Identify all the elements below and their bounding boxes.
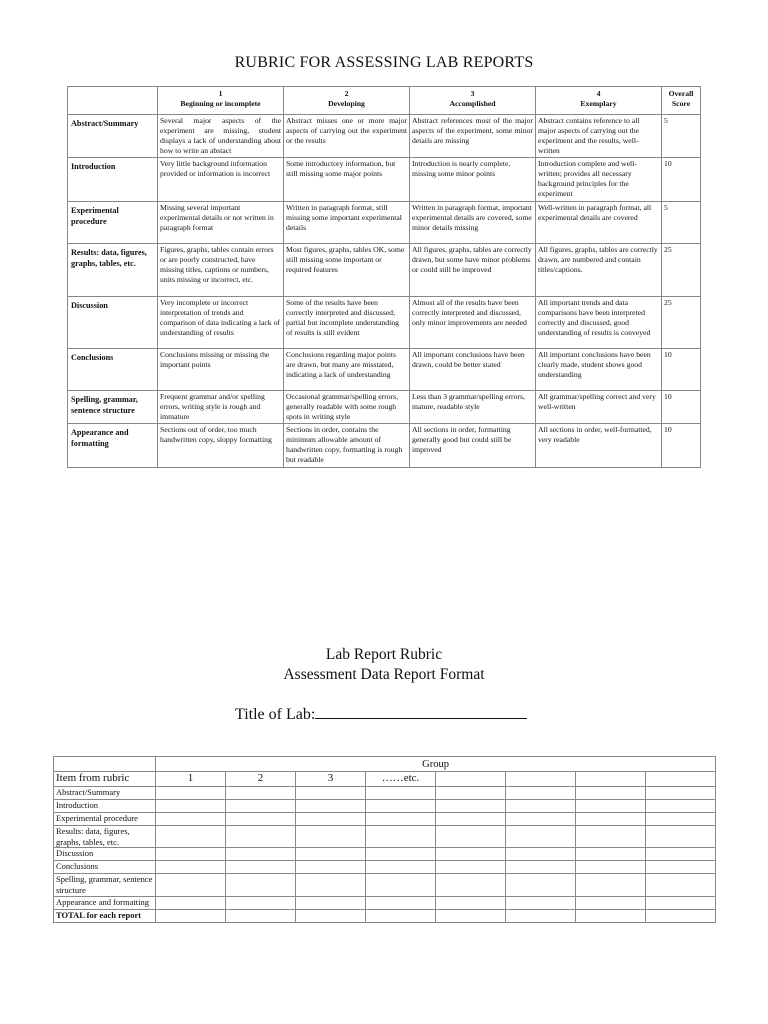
score-entry-cell[interactable] [646,826,716,848]
criterion-label: Appearance and formatting [71,428,129,448]
score-entry-cell[interactable] [646,848,716,861]
score-cell: 10 [662,424,701,468]
lab-title-label: Title of Lab: [235,706,316,723]
criterion-cell [68,115,158,158]
level-4-cell: All important conclusions have been clearly made, student shows good understanding [536,349,662,391]
item-label: Discussion [54,848,156,861]
assessment-table [53,756,716,923]
assessment-row [54,874,716,896]
score-entry-cell[interactable] [646,813,716,826]
assessment-subheading: Assessment Data Report Format [283,666,485,683]
rubric-row [68,158,701,202]
level-number: 4 [596,89,601,98]
score-entry-cell[interactable] [226,800,296,813]
lab-title-field [235,704,527,724]
assessment-row [54,848,716,861]
group-row [54,757,716,772]
level-1-cell: Very incomplete or incorrect interpretation of trends and comparison of data indicating a lack of understanding of results [158,297,284,349]
rubric-row [68,115,701,158]
score-entry-cell[interactable] [646,787,716,800]
score-entry-cell[interactable] [576,813,646,826]
score-entry-cell[interactable] [366,800,436,813]
score-entry-cell[interactable] [156,874,226,896]
assessment-row [54,861,716,874]
total-entry-cell[interactable] [646,909,716,922]
criterion-label: Spelling, grammar, sentence structure [71,395,138,415]
score-entry-cell[interactable] [576,861,646,874]
level-4-cell: Well-written in paragraph format, all experimental details are covered [536,202,662,244]
score-entry-cell[interactable] [226,848,296,861]
score-entry-cell[interactable] [646,861,716,874]
assessment-header-row [54,772,716,787]
group-number: 2 [226,772,296,787]
blank-cell [54,757,156,772]
criterion-label: Discussion [71,301,108,310]
score-entry-cell[interactable] [506,896,576,909]
criterion-cell [68,424,158,468]
score-cell: 25 [662,244,701,297]
rubric-row [68,297,701,349]
level-4-cell: All sections in order, well-formatted, very readable [536,424,662,468]
score-label: Score [671,99,691,108]
score-entry-cell[interactable] [366,848,436,861]
group-number: ……etc. [366,772,436,787]
level-2-cell: Some introductory information, but still missing some major points [284,158,410,202]
overall-score-header [662,87,701,115]
level-3-cell: Almost all of the results have been correctly interpreted and discussed, only minor improvements are needed [410,297,536,349]
level-3-cell: All sections in order, formatting generally good but could still be improved [410,424,536,468]
rubric-row [68,244,701,297]
level-name: Developing [328,99,365,108]
assessment-row [54,787,716,800]
score-entry-cell[interactable] [296,874,366,896]
assessment-row [54,826,716,848]
lab-title-blank[interactable] [315,704,527,719]
score-entry-cell[interactable] [506,800,576,813]
item-label: Results: data, figures, graphs, tables, etc. [54,826,156,848]
score-entry-cell[interactable] [576,800,646,813]
score-cell: 10 [662,349,701,391]
score-entry-cell[interactable] [506,874,576,896]
level-name: Accomplished [449,99,496,108]
item-label: Introduction [54,800,156,813]
score-cell: 10 [662,158,701,202]
score-entry-cell[interactable] [646,874,716,896]
page-title: RUBRIC FOR ASSESSING LAB REPORTS [234,54,534,71]
criterion-label: Results: data, figures, graphs, tables, etc. [71,248,147,268]
level-4-cell: Abstract contains reference to all major aspects of carrying out the experiment and the results, well-written [536,115,662,158]
criterion-label: Conclusions [71,353,114,362]
score-entry-cell[interactable] [296,787,366,800]
score-entry-cell[interactable] [436,826,506,848]
total-entry-cell[interactable] [366,909,436,922]
total-entry-cell[interactable] [506,909,576,922]
score-entry-cell[interactable] [506,861,576,874]
score-entry-cell[interactable] [366,813,436,826]
score-entry-cell[interactable] [436,787,506,800]
level-2-cell: Most figures, graphs, tables OK, some still missing some important or required features [284,244,410,297]
total-entry-cell[interactable] [436,909,506,922]
blank-cell[interactable] [436,772,506,787]
score-entry-cell[interactable] [296,826,366,848]
blank-cell[interactable] [576,772,646,787]
blank-cell[interactable] [506,772,576,787]
score-entry-cell[interactable] [576,848,646,861]
rubric-row [68,424,701,468]
score-entry-cell[interactable] [226,813,296,826]
score-entry-cell[interactable] [506,813,576,826]
level-header [284,87,410,115]
level-3-cell: All important conclusions have been drawn, could be better stated [410,349,536,391]
level-1-cell: Very little background information provided or information is incorrect [158,158,284,202]
group-number: 1 [156,772,226,787]
criterion-label: Abstract/Summary [71,119,139,128]
level-number: 2 [344,89,349,98]
group-number: 3 [296,772,366,787]
rubric-table [67,86,701,468]
score-entry-cell[interactable] [506,826,576,848]
criterion-cell [68,349,158,391]
item-label: Abstract/Summary [54,787,156,800]
level-1-cell: Missing several important experimental details or not written in paragraph format [158,202,284,244]
level-2-cell: Conclusions regarding major points are drawn, but many are misstated, indicating a lack of understanding [284,349,410,391]
score-cell: 10 [662,391,701,424]
criterion-cell [68,391,158,424]
level-2-cell: Abstract misses one or more major aspects of carrying out the experiment or the results [284,115,410,158]
level-1-cell: Figures, graphs, tables contain errors or are poorly constructed, have missing titles, captions or numbers, units missing or incorrect, etc. [158,244,284,297]
total-label: TOTAL for each report [54,909,156,922]
score-entry-cell[interactable] [576,787,646,800]
level-header [536,87,662,115]
score-entry-cell[interactable] [506,787,576,800]
score-entry-cell[interactable] [366,861,436,874]
total-entry-cell[interactable] [576,909,646,922]
score-entry-cell[interactable] [506,848,576,861]
assessment-heading: Lab Report Rubric [325,646,443,663]
level-name: Beginning or incomplete [180,99,261,108]
level-1-cell: Frequent grammar and/or spelling errors, writing style is rough and immature [158,391,284,424]
blank-cell[interactable] [646,772,716,787]
level-3-cell: Less than 3 grammar/spelling errors, mature, readable style [410,391,536,424]
total-entry-cell[interactable] [226,909,296,922]
score-entry-cell[interactable] [156,800,226,813]
score-entry-cell[interactable] [436,813,506,826]
assessment-row [54,813,716,826]
level-number: 1 [218,89,223,98]
score-entry-cell[interactable] [436,800,506,813]
level-3-cell: Introduction is nearly complete, missing some minor points [410,158,536,202]
criterion-label: Introduction [71,162,116,171]
rubric-row [68,349,701,391]
score-entry-cell[interactable] [296,896,366,909]
score-entry-cell[interactable] [296,861,366,874]
score-entry-cell[interactable] [156,848,226,861]
total-entry-cell[interactable] [296,909,366,922]
score-entry-cell[interactable] [646,800,716,813]
level-1-cell: Several major aspects of the experiment are missing, student displays a lack of understanding about how to write an abstact [158,115,284,158]
score-entry-cell[interactable] [296,848,366,861]
overall-label: Overall [668,89,694,98]
score-entry-cell[interactable] [576,896,646,909]
level-name: Exemplary [580,99,617,108]
rubric-header-row [68,87,701,115]
score-entry-cell[interactable] [366,826,436,848]
total-row [54,909,716,922]
item-header: Item from rubric [54,772,156,787]
level-2-cell: Some of the results have been correctly interpreted and discussed; partial but incomplete understanding of results is still evident [284,297,410,349]
item-label: Spelling, grammar, sentence structure [54,874,156,896]
criterion-cell [68,202,158,244]
level-1-cell: Sections out of order, too much handwritten copy, sloppy formatting [158,424,284,468]
criterion-cell [68,158,158,202]
score-entry-cell[interactable] [436,848,506,861]
assessment-row [54,800,716,813]
level-4-cell: Introduction complete and well-written; provides all necessary background principles for the experiment [536,158,662,202]
rubric-row [68,391,701,424]
level-2-cell: Sections in order, contains the minimum allowable amount of handwritten copy, formatting is rough but readable [284,424,410,468]
level-3-cell: Abstract references most of the major aspects of the experiment, some minor details are missing [410,115,536,158]
criterion-label: Experimental procedure [71,206,119,226]
score-entry-cell[interactable] [226,874,296,896]
assessment-row [54,896,716,909]
item-label: Experimental procedure [54,813,156,826]
level-2-cell: Occasional grammar/spelling errors, generally readable with some rough spots in writing style [284,391,410,424]
level-4-cell: All figures, graphs, tables are correctly drawn, are numbered and contain titles/captions. [536,244,662,297]
score-cell: 25 [662,297,701,349]
level-1-cell: Conclusions missing or missing the important points [158,349,284,391]
score-entry-cell[interactable] [156,787,226,800]
level-number: 3 [470,89,475,98]
score-entry-cell[interactable] [646,896,716,909]
level-header [158,87,284,115]
score-entry-cell[interactable] [366,874,436,896]
score-cell: 5 [662,115,701,158]
item-label: Appearance and formatting [54,896,156,909]
score-entry-cell[interactable] [436,861,506,874]
score-entry-cell[interactable] [226,787,296,800]
score-entry-cell[interactable] [366,787,436,800]
score-entry-cell[interactable] [296,800,366,813]
score-entry-cell[interactable] [296,813,366,826]
criterion-cell [68,244,158,297]
criterion-cell [68,297,158,349]
criterion-header [68,87,158,115]
level-3-cell: All figures, graphs, tables are correctly drawn, but some have minor problems or could still be improved [410,244,536,297]
group-label: Group [156,757,716,772]
score-entry-cell[interactable] [436,896,506,909]
item-label: Conclusions [54,861,156,874]
level-header [410,87,536,115]
rubric-row [68,202,701,244]
score-entry-cell[interactable] [226,861,296,874]
score-entry-cell[interactable] [156,896,226,909]
score-entry-cell[interactable] [226,896,296,909]
score-entry-cell[interactable] [366,896,436,909]
score-entry-cell[interactable] [576,874,646,896]
score-entry-cell[interactable] [156,826,226,848]
score-entry-cell[interactable] [156,861,226,874]
level-2-cell: Written in paragraph format, still missing some important experimental details [284,202,410,244]
level-4-cell: All important trends and data comparisons have been interpreted correctly and discussed, good understanding of results is conveyed [536,297,662,349]
score-entry-cell[interactable] [226,826,296,848]
score-cell: 5 [662,202,701,244]
score-entry-cell[interactable] [576,826,646,848]
level-3-cell: Written in paragraph format, important experimental details are covered, some minor details missing [410,202,536,244]
score-entry-cell[interactable] [156,813,226,826]
total-entry-cell[interactable] [156,909,226,922]
level-4-cell: All grammar/spelling correct and very well-written [536,391,662,424]
score-entry-cell[interactable] [436,874,506,896]
